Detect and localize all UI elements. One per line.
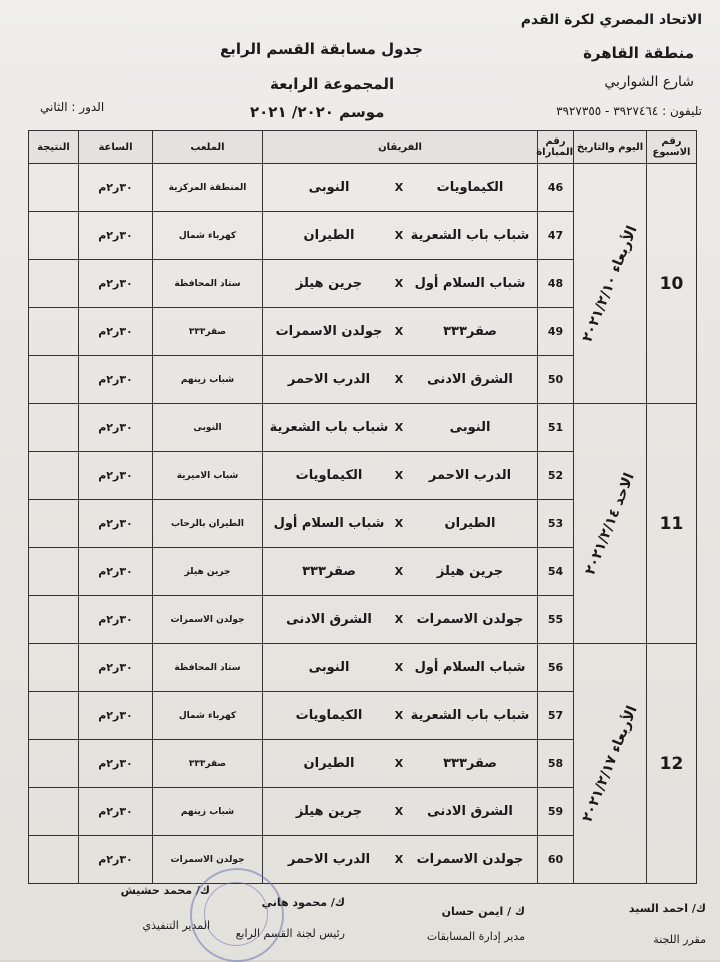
- week-date: الأربعاء ٢٠٢١/٢/١٧: [579, 703, 641, 824]
- match-teams: [263, 788, 538, 836]
- match-time: ٣٠ر٢م: [79, 164, 153, 212]
- table-row: [29, 644, 697, 692]
- match-venue: صقر٣٣٣: [153, 308, 263, 356]
- versus-mark: X: [394, 325, 404, 338]
- match-teams: [263, 500, 538, 548]
- signature-role: مقرر اللجنة: [653, 933, 706, 946]
- home-team: شباب السلام أول: [414, 276, 526, 291]
- match-time: ٣٠ر٢م: [79, 788, 153, 836]
- versus-mark: X: [394, 229, 404, 242]
- match-result: [29, 596, 79, 644]
- match-result: [29, 692, 79, 740]
- match-time: ٣٠ر٢م: [79, 356, 153, 404]
- match-time: ٣٠ر٢م: [79, 836, 153, 884]
- match-number: 52: [538, 452, 574, 500]
- match-venue: النوبى: [153, 404, 263, 452]
- match-venue: الطيران بالرحاب: [153, 500, 263, 548]
- match-result: [29, 740, 79, 788]
- match-venue: شباب الاميرية: [153, 452, 263, 500]
- home-team: جرين هيلز: [436, 564, 504, 579]
- match-venue: كهرباء شمال: [153, 212, 263, 260]
- match-venue: شباب زينهم: [153, 788, 263, 836]
- week-date: الأربعاء ٢٠٢١/٢/١٠: [579, 223, 641, 344]
- match-venue: جولدن الاسمرات: [153, 836, 263, 884]
- match-number: 57: [538, 692, 574, 740]
- match-result: [29, 788, 79, 836]
- match-time: ٣٠ر٢م: [79, 596, 153, 644]
- match-teams: [263, 164, 538, 212]
- away-team: الدرب الاحمر: [287, 372, 371, 387]
- signature-committee-rapporteur: [629, 902, 706, 946]
- home-team: النوبى: [449, 420, 491, 435]
- versus-mark: X: [394, 757, 404, 770]
- versus-mark: X: [394, 853, 404, 866]
- home-team: صقر٣٣٣: [443, 324, 497, 339]
- week-date-cell: [574, 164, 647, 404]
- match-time: ٣٠ر٢م: [79, 548, 153, 596]
- home-team: شباب باب الشعرية: [410, 228, 530, 243]
- match-venue: جرين هيلز: [153, 548, 263, 596]
- match-teams: [263, 308, 538, 356]
- away-team: النوبى: [308, 660, 350, 675]
- away-team: الطيران: [303, 756, 355, 771]
- match-result: [29, 212, 79, 260]
- signature-role: مدير إدارة المسابقات: [426, 930, 525, 943]
- street-address: شارع الشواربي: [604, 74, 694, 90]
- match-number: 60: [538, 836, 574, 884]
- week-number: 10: [647, 164, 697, 404]
- signature-role: المدير التنفيذي: [142, 919, 210, 932]
- versus-mark: X: [394, 661, 404, 674]
- match-teams: [263, 404, 538, 452]
- round-label: الدور : الثاني: [40, 100, 105, 114]
- versus-mark: X: [394, 613, 404, 626]
- week-number: 11: [647, 404, 697, 644]
- signature-competitions-director: [427, 905, 525, 943]
- away-team: شباب باب الشعرية: [269, 420, 389, 435]
- match-teams: [263, 548, 538, 596]
- versus-mark: X: [394, 805, 404, 818]
- match-number: 59: [538, 788, 574, 836]
- match-number: 50: [538, 356, 574, 404]
- match-result: [29, 404, 79, 452]
- match-teams: [263, 692, 538, 740]
- match-result: [29, 356, 79, 404]
- match-teams: [263, 596, 538, 644]
- versus-mark: X: [394, 181, 404, 194]
- week-date-cell: [574, 404, 647, 644]
- match-venue: كهرباء شمال: [153, 692, 263, 740]
- table-header-row: [29, 131, 697, 164]
- home-team: الكيماويات: [436, 180, 504, 195]
- match-time: ٣٠ر٢م: [79, 308, 153, 356]
- match-venue: صقر٣٣٣: [153, 740, 263, 788]
- match-venue: شباب زينهم: [153, 356, 263, 404]
- away-team: جرين هيلز: [295, 276, 363, 291]
- table-row: [29, 404, 697, 452]
- away-team: الكيماويات: [295, 708, 363, 723]
- header-venue: الملعب: [153, 131, 263, 164]
- week-date-cell: [574, 644, 647, 884]
- home-team: الطيران: [444, 516, 496, 531]
- header-result: النتيجة: [29, 131, 79, 164]
- away-team: جولدن الاسمرات: [275, 324, 383, 339]
- match-number: 46: [538, 164, 574, 212]
- match-number: 51: [538, 404, 574, 452]
- versus-mark: X: [394, 709, 404, 722]
- match-teams: [263, 836, 538, 884]
- home-team: جولدن الاسمرات: [416, 852, 524, 867]
- match-result: [29, 500, 79, 548]
- home-team: الشرق الادنى: [427, 372, 513, 387]
- match-time: ٣٠ر٢م: [79, 404, 153, 452]
- match-result: [29, 644, 79, 692]
- table-row: [29, 164, 697, 212]
- header-day-date: اليوم والتاريخ: [574, 131, 647, 164]
- match-venue: ستاد المحافظة: [153, 260, 263, 308]
- header-match-no: رقم المباراة: [538, 131, 574, 164]
- schedule-table: [28, 130, 697, 884]
- versus-mark: X: [394, 421, 404, 434]
- away-team: النوبى: [308, 180, 350, 195]
- away-team: الطيران: [303, 228, 355, 243]
- header-time: الساعة: [79, 131, 153, 164]
- signature-name: ك/ محمد حشيش: [120, 884, 210, 897]
- federation-stamp: [190, 868, 284, 962]
- match-teams: [263, 260, 538, 308]
- match-result: [29, 836, 79, 884]
- match-teams: [263, 452, 538, 500]
- match-teams: [263, 740, 538, 788]
- home-team: الشرق الادنى: [427, 804, 513, 819]
- match-teams: [263, 644, 538, 692]
- header-teams: الفريقان: [263, 131, 538, 164]
- match-time: ٣٠ر٢م: [79, 692, 153, 740]
- signature-name: ك/ محمود هاني: [261, 896, 345, 909]
- home-team: صقر٣٣٣: [443, 756, 497, 771]
- away-team: شباب السلام أول: [273, 516, 385, 531]
- match-number: 54: [538, 548, 574, 596]
- match-result: [29, 452, 79, 500]
- match-time: ٣٠ر٢م: [79, 644, 153, 692]
- match-number: 58: [538, 740, 574, 788]
- versus-mark: X: [394, 565, 404, 578]
- match-teams: [263, 212, 538, 260]
- match-teams: [263, 356, 538, 404]
- week-number: 12: [647, 644, 697, 884]
- match-time: ٣٠ر٢م: [79, 740, 153, 788]
- week-date: الاحد ٢٠٢١/٢/١٤: [582, 470, 638, 577]
- document-title: جدول مسابقة القسم الرابع: [220, 40, 423, 58]
- versus-mark: X: [394, 373, 404, 386]
- season-label: موسم ٢٠٢٠/ ٢٠٢١: [250, 103, 385, 121]
- match-number: 55: [538, 596, 574, 644]
- match-result: [29, 548, 79, 596]
- away-team: الدرب الاحمر: [287, 852, 371, 867]
- match-time: ٣٠ر٢م: [79, 212, 153, 260]
- schedule-body: [29, 164, 697, 884]
- home-team: جولدن الاسمرات: [416, 612, 524, 627]
- home-team: الدرب الاحمر: [428, 468, 512, 483]
- home-team: شباب السلام أول: [414, 660, 526, 675]
- away-team: صقر٣٣٣: [302, 564, 356, 579]
- away-team: الشرق الادنى: [286, 612, 372, 627]
- away-team: جرين هيلز: [295, 804, 363, 819]
- match-number: 47: [538, 212, 574, 260]
- federation-name: الاتحاد المصري لكرة القدم: [520, 12, 702, 28]
- versus-mark: X: [394, 517, 404, 530]
- versus-mark: X: [394, 277, 404, 290]
- match-result: [29, 308, 79, 356]
- match-number: 56: [538, 644, 574, 692]
- match-venue: جولدن الاسمرات: [153, 596, 263, 644]
- match-venue: ستاد المحافظة: [153, 644, 263, 692]
- match-number: 53: [538, 500, 574, 548]
- signature-name: ك/ احمد السيد: [628, 902, 706, 915]
- match-result: [29, 164, 79, 212]
- match-venue: المنطقة المركزية: [153, 164, 263, 212]
- match-number: 48: [538, 260, 574, 308]
- match-result: [29, 260, 79, 308]
- match-time: ٣٠ر٢م: [79, 260, 153, 308]
- signature-role: رئيس لجنة القسم الرابع: [235, 927, 345, 940]
- versus-mark: X: [394, 469, 404, 482]
- signature-name: ك / ايمن حسان: [441, 905, 525, 918]
- home-team: شباب باب الشعرية: [410, 708, 530, 723]
- group-name: المجموعة الرابعة: [270, 75, 395, 93]
- match-number: 49: [538, 308, 574, 356]
- match-time: ٣٠ر٢م: [79, 500, 153, 548]
- match-time: ٣٠ر٢م: [79, 452, 153, 500]
- phone-number: تليفون : ٣٩٢٧٤٦٤ - ٣٩٢٧٣٥٥: [556, 104, 702, 118]
- away-team: الكيماويات: [295, 468, 363, 483]
- area-name: منطقة القاهرة: [583, 44, 694, 62]
- header-week: رقم الاسبوع: [647, 131, 697, 164]
